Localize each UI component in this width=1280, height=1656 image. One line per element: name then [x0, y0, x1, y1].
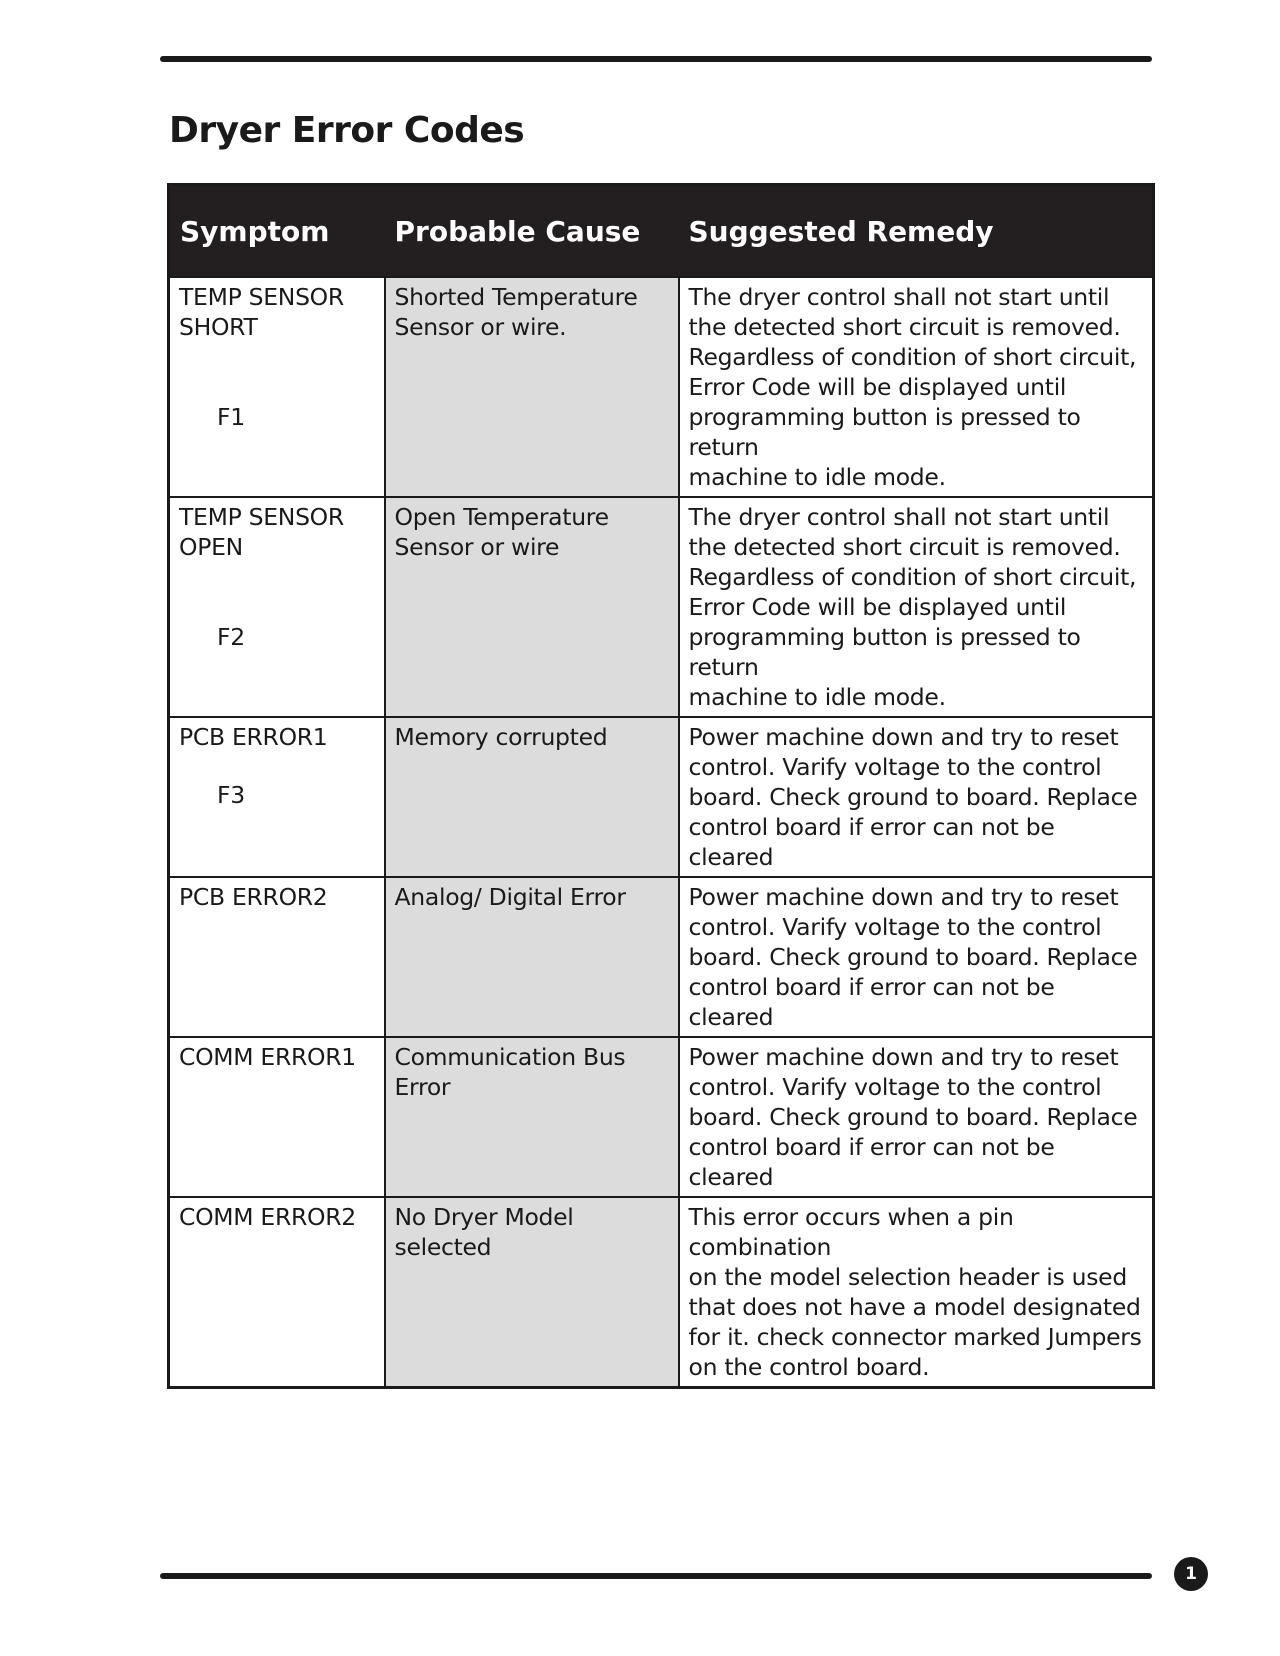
bottom-rule: [160, 1573, 1152, 1579]
table-row: [169, 497, 1154, 717]
probable-cause-cell: Analog/ Digital Error: [385, 877, 679, 1037]
suggested-remedy-cell: The dryer control shall not start until the detected short circuit is removed. Regardless of condition of short circuit, Error Code will be displayed until programming button is pressed to return machine to idle mode.: [679, 277, 1154, 497]
page-title: Dryer Error Codes: [169, 110, 525, 151]
symptom-cell: [169, 1197, 385, 1388]
error-codes-table: [167, 183, 1155, 1389]
table-body: [169, 277, 1154, 1388]
probable-cause-cell: Memory corrupted: [385, 717, 679, 877]
probable-cause-cell: Shorted Temperature Sensor or wire.: [385, 277, 679, 497]
suggested-remedy-cell: This error occurs when a pin combination on the model selection header is used that does not have a model designated for it. check connector marked Jumpers on the control board.: [679, 1197, 1154, 1388]
table-row: [169, 717, 1154, 877]
symptom-text: COMM ERROR1: [179, 1043, 356, 1071]
symptom-text: TEMP SENSOR OPEN: [179, 503, 344, 561]
symptom-text: COMM ERROR2: [179, 1203, 356, 1231]
symptom-cell: [169, 497, 385, 717]
table-row: [169, 877, 1154, 1037]
header-symptom: Symptom: [169, 185, 385, 278]
top-rule: [160, 56, 1152, 62]
symptom-cell: [169, 877, 385, 1037]
table-header: [169, 185, 1154, 278]
header-row: [169, 185, 1154, 278]
symptom-text: PCB ERROR1: [179, 723, 328, 751]
error-code: F1: [217, 403, 245, 431]
table-row: [169, 1197, 1154, 1388]
probable-cause-cell: Open Temperature Sensor or wire: [385, 497, 679, 717]
symptom-cell: [169, 1037, 385, 1197]
header-probable-cause: Probable Cause: [385, 185, 679, 278]
table-row: [169, 277, 1154, 497]
table-row: [169, 1037, 1154, 1197]
suggested-remedy-cell: Power machine down and try to reset control. Varify voltage to the control board. Check ground to board. Replace control board if error can not be cleared: [679, 717, 1154, 877]
probable-cause-cell: Communication Bus Error: [385, 1037, 679, 1197]
symptom-text: PCB ERROR2: [179, 883, 328, 911]
error-code: F2: [217, 623, 245, 651]
suggested-remedy-cell: The dryer control shall not start until the detected short circuit is removed. Regardless of condition of short circuit, Error Code will be displayed until programming button is pressed to return machine to idle mode.: [679, 497, 1154, 717]
symptom-text: TEMP SENSOR SHORT: [179, 283, 344, 341]
error-code: F3: [217, 781, 245, 809]
probable-cause-cell: No Dryer Model selected: [385, 1197, 679, 1388]
page-number: 1: [1174, 1557, 1208, 1591]
suggested-remedy-cell: Power machine down and try to reset control. Varify voltage to the control board. Check ground to board. Replace control board if error can not be cleared: [679, 1037, 1154, 1197]
suggested-remedy-cell: Power machine down and try to reset control. Varify voltage to the control board. Check ground to board. Replace control board if error can not be cleared: [679, 877, 1154, 1037]
symptom-cell: [169, 717, 385, 877]
symptom-cell: [169, 277, 385, 497]
header-suggested-remedy: Suggested Remedy: [679, 185, 1154, 278]
